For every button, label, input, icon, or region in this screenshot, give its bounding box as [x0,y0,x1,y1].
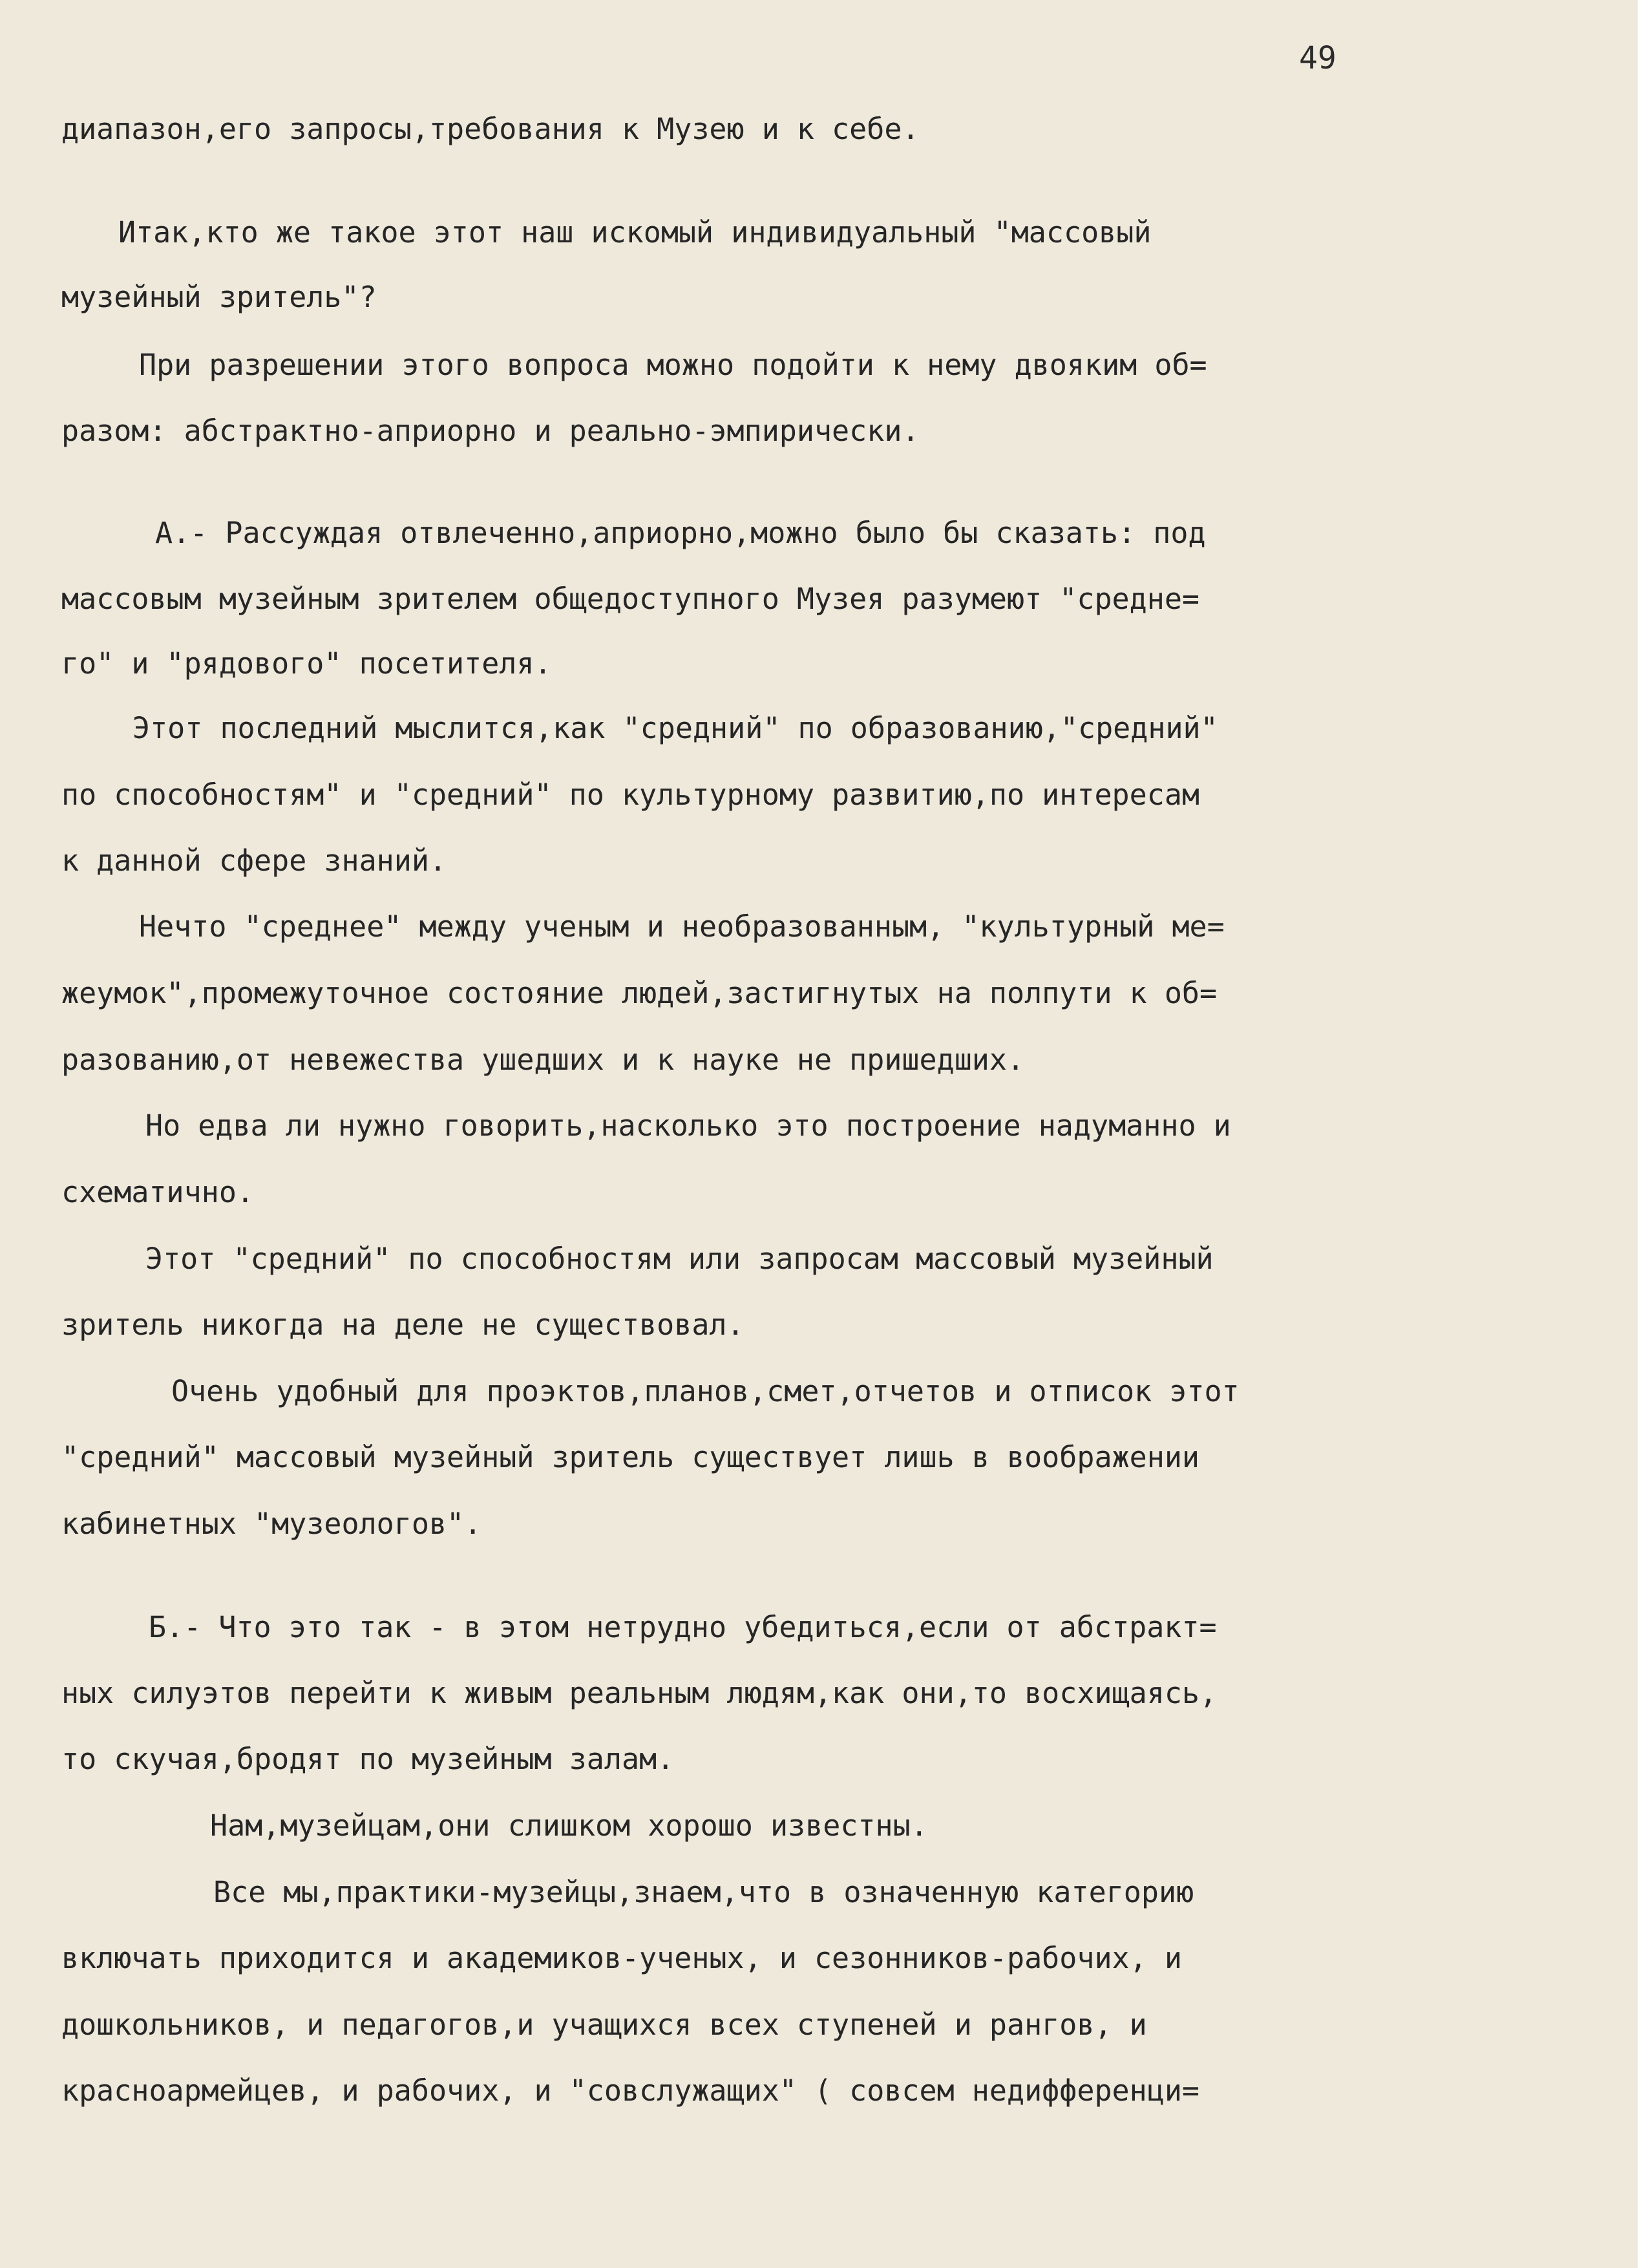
text-line: диапазон,его запросы,требования к Музею и к себе. [61,112,920,146]
text-line: Этот "средний" по способностям или запросам массовый музейный [145,1242,1214,1276]
page-number: 49 [1299,40,1336,76]
text-line: то скучая,бродят по музейным залам. [61,1742,675,1776]
text-line: "средний" массовый музейный зритель существует лишь в воображении [61,1440,1199,1474]
text-line: дошкольников, и педагогов,и учащихся всех ступеней и рангов, и [61,2008,1147,2042]
text-line: схематично. [61,1175,255,1209]
text-line: зритель никогда на деле не существовал. [61,1308,745,1342]
text-line: Нам,музейцам,они слишком хорошо известны. [210,1808,928,1843]
text-line: го" и "рядового" посетителя. [61,646,552,681]
text-line: ных силуэтов перейти к живым реальным людям,как они,то восхищаясь, [61,1676,1218,1710]
text-line: кабинетных "музеологов". [61,1507,482,1541]
text-line: Но едва ли нужно говорить,насколько это построение надуманно и [145,1108,1231,1143]
text-line: Б.- Что это так - в этом нетрудно убедиться,если от абстракт= [149,1610,1217,1644]
text-line: Итак,кто же такое этот наш искомый индивидуальный "массовый [118,215,1152,249]
text-line: по способностям" и "средний" по культурному развитию,по интересам [61,778,1199,812]
text-line: Очень удобный для проэктов,планов,смет,отчетов и отписок этот [171,1374,1240,1408]
text-line: Этот последний мыслится,как "средний" по образованию,"средний" [132,711,1218,745]
text-line: к данной сфере знаний. [61,843,447,878]
scan-edge [1638,0,1648,2268]
text-line: Нечто "среднее" между ученым и необразованным, "культурный ме= [139,909,1225,944]
text-line: А.- Рассуждая отвлеченно,априорно,можно было бы сказать: под [155,516,1206,550]
text-line: включать приходится и академиков-ученых, и сезонников-рабочих, и [61,1941,1182,1975]
text-line: жеумок",промежуточное состояние людей,застигнутых на полпути к об= [61,976,1218,1010]
text-line: При разрешении этого вопроса можно подойти к нему двояким об= [139,348,1207,382]
text-line: разом: абстрактно-априорно и реально-эмпирически. [61,414,920,448]
text-line: массовым музейным зрителем общедоступного Музея разумеют "средне= [61,582,1199,616]
text-line: разованию,от невежества ушедших и к науке не пришедших. [61,1043,1025,1077]
text-line: музейный зритель"? [61,280,377,314]
text-line: красноармейцев, и рабочих, и "совслужащих" ( совсем недифференци= [61,2073,1199,2108]
text-line: Все мы,практики-музейцы,знаем,что в означенную категорию [213,1875,1194,1909]
